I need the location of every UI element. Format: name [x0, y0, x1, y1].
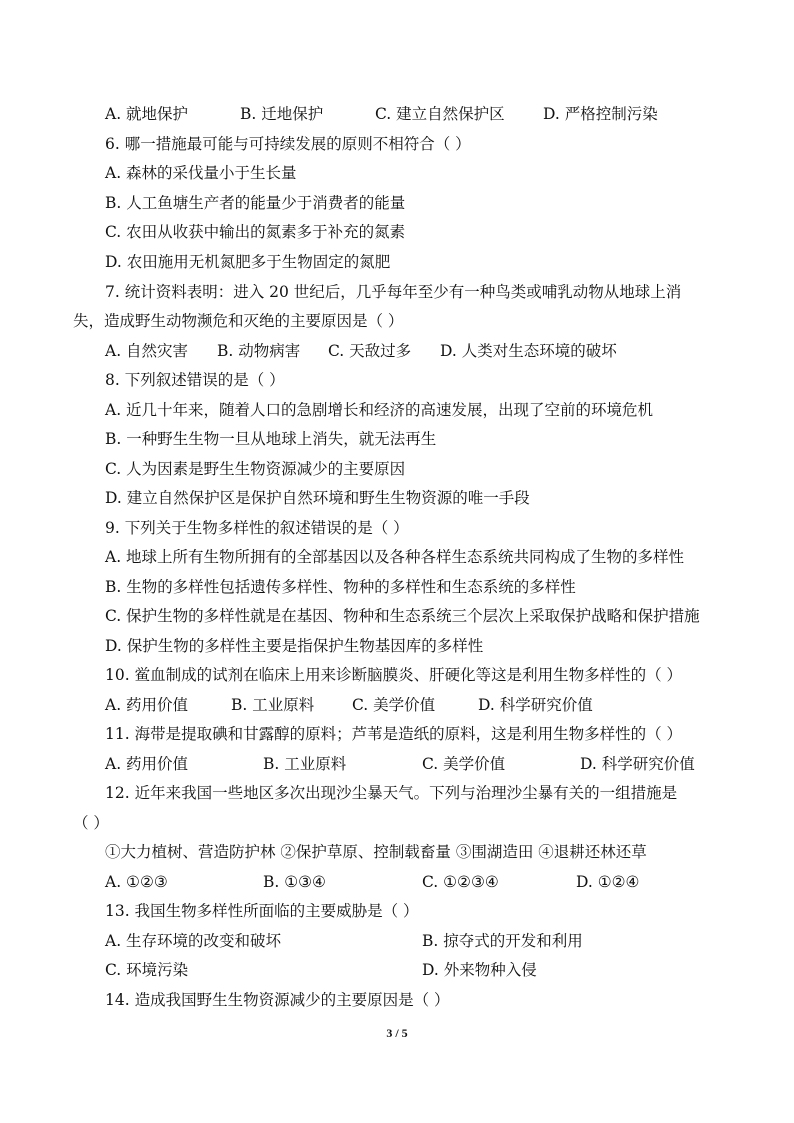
text-line: 6. 哪一措施最可能与可持续发展的原则不相符合（ ）: [105, 135, 471, 153]
answer-option: A. 就地保护: [105, 105, 189, 123]
text-line: C. 人为因素是野生生物资源减少的主要原因: [105, 460, 406, 478]
answer-option: D. ①②④: [576, 873, 640, 891]
answer-option: C. 建立自然保护区: [375, 105, 505, 123]
answer-option: A. 药用价值: [105, 755, 189, 773]
answer-option: B. 工业原料: [263, 755, 347, 773]
text-line: B. 一种野生生物一旦从地球上消失，就无法再生: [105, 430, 437, 448]
text-line: D. 建立自然保护区是保护自然环境和野生生物资源的唯一手段: [105, 489, 530, 507]
text-line: 14. 造成我国野生生物资源减少的主要原因是（ ）: [105, 991, 450, 1009]
text-line: ①大力植树、营造防护林 ②保护草原、控制载畜量 ③围湖造田 ④退耕还林还草: [105, 843, 647, 861]
answer-option: A. 自然灾害: [105, 342, 189, 360]
answer-option: C. 天敌过多: [328, 342, 412, 360]
page-number: 3 / 5: [386, 1026, 408, 1040]
text-line: 失，造成野生动物濒危和灭绝的主要原因是（ ）: [73, 312, 404, 330]
answer-option: A. 药用价值: [105, 696, 189, 714]
answer-option: C. 美学价值: [422, 755, 506, 773]
answer-option: B. 动物病害: [217, 342, 301, 360]
text-line: （ ）: [73, 814, 109, 832]
answer-option: B. ①③④: [263, 873, 326, 891]
text-line: D. 农田施用无机氮肥多于生物固定的氮肥: [105, 253, 391, 271]
answer-option: C. ①②③④: [422, 873, 499, 891]
answer-option: B. 掠夺式的开发和利用: [422, 932, 583, 950]
answer-option: B. 工业原料: [231, 696, 315, 714]
text-line: 13. 我国生物多样性所面临的主要威胁是（ ）: [105, 902, 419, 920]
text-line: 8. 下列叙述错误的是（ ）: [105, 371, 285, 389]
text-line: 7. 统计资料表明：进入 20 世纪后，几乎每年至少有一种鸟类或哺乳动物从地球上消: [105, 283, 682, 301]
answer-option: D. 科学研究价值: [478, 696, 593, 714]
text-line: 12. 近年来我国一些地区多次出现沙尘暴天气。下列与治理沙尘暴有关的一组措施是: [105, 784, 678, 802]
answer-option: D. 严格控制污染: [543, 105, 658, 123]
text-line: 10. 鲎血制成的试剂在临床上用来诊断脑膜炎、肝硬化等这是利用生物多样性的（ ）: [105, 666, 683, 684]
text-line: A. 森林的采伐量小于生长量: [105, 164, 297, 182]
answer-option: A. ①②③: [105, 873, 168, 891]
text-line: C. 农田从收获中输出的氮素多于补充的氮素: [105, 223, 406, 241]
text-line: B. 人工鱼塘生产者的能量少于消费者的能量: [105, 194, 406, 212]
answer-option: C. 美学价值: [352, 696, 436, 714]
text-line: A. 地球上所有生物所拥有的全部基因以及各种各样生态系统共同构成了生物的多样性: [105, 548, 685, 566]
answer-option: C. 环境污染: [105, 961, 189, 979]
text-line: C. 保护生物的多样性就是在基因、物种和生态系统三个层次上采取保护战略和保护措施: [105, 607, 700, 625]
answer-option: D. 科学研究价值: [580, 755, 695, 773]
answer-option: B. 迁地保护: [240, 105, 324, 123]
text-line: B. 生物的多样性包括遗传多样性、物种的多样性和生态系统的多样性: [105, 578, 576, 596]
text-line: 11. 海带是提取碘和甘露醇的原料；芦苇是造纸的原料，这是利用生物多样性的（ ）: [105, 725, 683, 743]
answer-option: D. 外来物种入侵: [422, 961, 537, 979]
answer-option: D. 人类对生态环境的破坏: [440, 342, 617, 360]
answer-option: A. 生存环境的改变和破坏: [105, 932, 282, 950]
text-line: A. 近几十年来，随着人口的急剧增长和经济的高速发展，出现了空前的环境危机: [105, 401, 654, 419]
text-line: 9. 下列关于生物多样性的叙述错误的是（ ）: [105, 519, 409, 537]
text-line: D. 保护生物的多样性主要是指保护生物基因库的多样性: [105, 637, 484, 655]
